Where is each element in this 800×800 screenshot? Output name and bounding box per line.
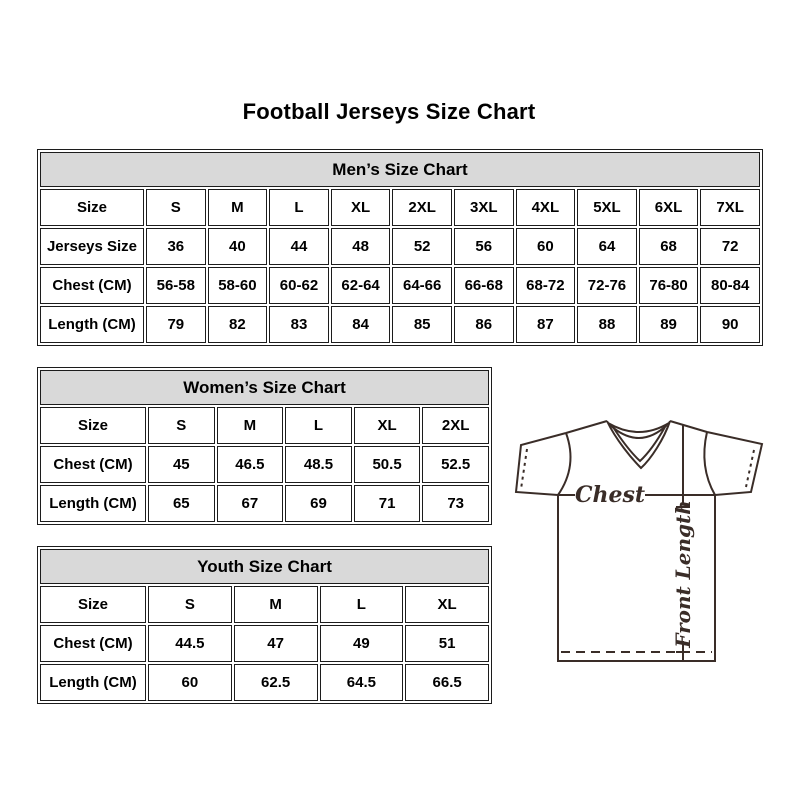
value-cell: XL	[405, 586, 489, 623]
value-cell: 6XL	[639, 189, 699, 226]
value-cell: 69	[285, 485, 352, 522]
value-cell: 50.5	[354, 446, 421, 483]
size-table	[37, 367, 492, 525]
value-cell: 64.5	[320, 664, 404, 701]
value-cell: XL	[354, 407, 421, 444]
row-label-cell: Jerseys Size	[40, 228, 144, 265]
value-cell: 79	[146, 306, 206, 343]
value-cell: XL	[331, 189, 391, 226]
value-cell: 44.5	[148, 625, 232, 662]
value-cell: 88	[577, 306, 637, 343]
value-cell: 72	[700, 228, 760, 265]
value-cell: 4XL	[516, 189, 576, 226]
value-cell: 52	[392, 228, 452, 265]
value-cell: 80-84	[700, 267, 760, 304]
table-row	[40, 664, 489, 701]
row-label-cell: Length (CM)	[40, 306, 144, 343]
left-cuff-dashed-line	[521, 449, 527, 489]
value-cell: 56-58	[146, 267, 206, 304]
value-cell: M	[234, 586, 318, 623]
value-cell: 90	[700, 306, 760, 343]
value-cell: 83	[269, 306, 329, 343]
value-cell: 60	[148, 664, 232, 701]
value-cell: 71	[354, 485, 421, 522]
table-title: Women’s Size Chart	[40, 370, 489, 405]
value-cell: L	[269, 189, 329, 226]
value-cell: 82	[208, 306, 268, 343]
jersey-diagram-svg	[503, 406, 771, 668]
value-cell: M	[208, 189, 268, 226]
value-cell: 87	[516, 306, 576, 343]
row-label-cell: Chest (CM)	[40, 446, 146, 483]
value-cell: 86	[454, 306, 514, 343]
table-row	[40, 228, 760, 265]
value-cell: 36	[146, 228, 206, 265]
page-title: Football Jerseys Size Chart	[242, 99, 536, 124]
youth-size-table	[37, 546, 492, 704]
value-cell: 89	[639, 306, 699, 343]
value-cell: 5XL	[577, 189, 637, 226]
value-cell: 76-80	[639, 267, 699, 304]
mens-size-table	[37, 149, 763, 346]
row-label-cell: Size	[40, 407, 146, 444]
row-label-cell: Size	[40, 586, 146, 623]
value-cell: 66-68	[454, 267, 514, 304]
right-sleeve-outline	[707, 432, 762, 495]
value-cell: 67	[217, 485, 284, 522]
value-cell: L	[320, 586, 404, 623]
value-cell: 66.5	[405, 664, 489, 701]
table-row	[40, 306, 760, 343]
chest-measure-label: Chest	[574, 482, 646, 508]
table-row	[40, 485, 489, 522]
value-cell: 46.5	[217, 446, 284, 483]
value-cell: 47	[234, 625, 318, 662]
front-length-measure-label: Front Length	[671, 500, 695, 648]
value-cell: 64-66	[392, 267, 452, 304]
left-sleeve-outline	[516, 433, 566, 495]
value-cell: 7XL	[700, 189, 760, 226]
value-cell: 62-64	[331, 267, 391, 304]
value-cell: 44	[269, 228, 329, 265]
value-cell: S	[146, 189, 206, 226]
row-label-cell: Length (CM)	[40, 664, 146, 701]
right-armhole-seam	[704, 432, 715, 495]
value-cell: 48	[331, 228, 391, 265]
value-cell: 58-60	[208, 267, 268, 304]
left-armhole-seam	[558, 433, 571, 495]
value-cell: L	[285, 407, 352, 444]
womens-size-table	[37, 367, 492, 525]
value-cell: 60-62	[269, 267, 329, 304]
value-cell: 2XL	[392, 189, 452, 226]
value-cell: 2XL	[422, 407, 489, 444]
table-title: Men’s Size Chart	[40, 152, 760, 187]
value-cell: 62.5	[234, 664, 318, 701]
value-cell: 40	[208, 228, 268, 265]
value-cell: 3XL	[454, 189, 514, 226]
value-cell: 48.5	[285, 446, 352, 483]
value-cell: 49	[320, 625, 404, 662]
table-row	[40, 267, 760, 304]
row-label-cell: Length (CM)	[40, 485, 146, 522]
value-cell: 85	[392, 306, 452, 343]
value-cell: 73	[422, 485, 489, 522]
value-cell: M	[217, 407, 284, 444]
value-cell: 56	[454, 228, 514, 265]
value-cell: 65	[148, 485, 215, 522]
size-table	[37, 546, 492, 704]
row-label-cell: Size	[40, 189, 144, 226]
value-cell: S	[148, 586, 232, 623]
table-row	[40, 407, 489, 444]
jersey-measurement-diagram	[503, 406, 771, 668]
table-row	[40, 446, 489, 483]
size-table	[37, 149, 763, 346]
left-shoulder-line	[566, 421, 607, 433]
row-label-cell: Chest (CM)	[40, 267, 144, 304]
value-cell: S	[148, 407, 215, 444]
value-cell: 72-76	[577, 267, 637, 304]
right-shoulder-line	[670, 421, 707, 432]
table-row	[40, 625, 489, 662]
value-cell: 84	[331, 306, 391, 343]
value-cell: 68	[639, 228, 699, 265]
value-cell: 45	[148, 446, 215, 483]
table-row	[40, 586, 489, 623]
value-cell: 68-72	[516, 267, 576, 304]
table-title: Youth Size Chart	[40, 549, 489, 584]
value-cell: 64	[577, 228, 637, 265]
value-cell: 60	[516, 228, 576, 265]
value-cell: 51	[405, 625, 489, 662]
table-row	[40, 189, 760, 226]
value-cell: 52.5	[422, 446, 489, 483]
row-label-cell: Chest (CM)	[40, 625, 146, 662]
